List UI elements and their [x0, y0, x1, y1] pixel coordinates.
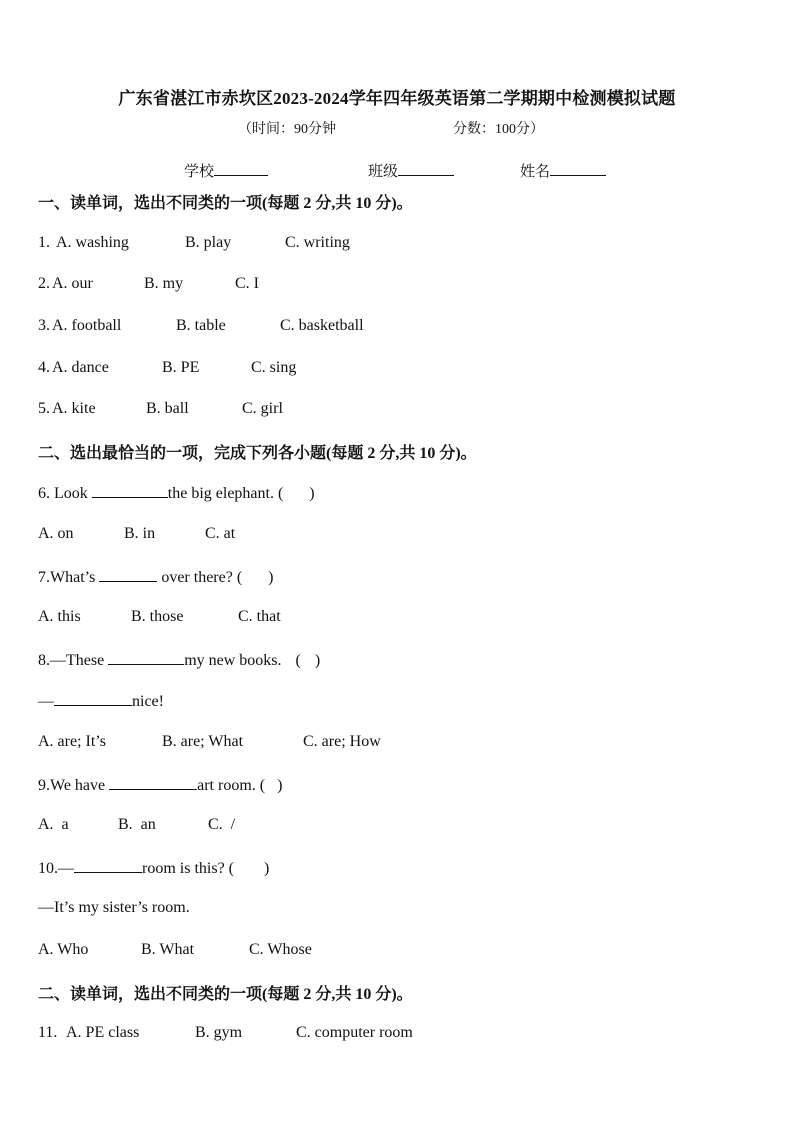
section-heading: 一、读单词，选出不同类的一项(每题 2 分,共 10 分)。 [38, 195, 413, 212]
answer-blank [54, 691, 132, 706]
stem-text: room is this? ( [142, 860, 234, 877]
option-b: B. gym [195, 1024, 243, 1041]
option-a: A. on [38, 525, 74, 542]
option-c: C. computer room [296, 1024, 413, 1041]
stem-text: my new books. [184, 652, 282, 669]
class-blank [398, 161, 454, 176]
school-field [184, 160, 268, 181]
section-heading: 二、读单词，选出不同类的一项(每题 2 分,共 10 分)。 [38, 986, 413, 1003]
answer-blank [109, 775, 197, 790]
question-stem-line2 [38, 691, 164, 711]
answer-paren: ) [268, 569, 274, 586]
stem-text: 9.We have [38, 777, 110, 794]
name-label: 姓名 [520, 164, 551, 180]
option-b: B. those [131, 608, 184, 625]
school-label: 学校 [184, 164, 215, 180]
option-a: A. dance [52, 359, 109, 376]
option-a: A. football [52, 317, 122, 334]
class-field [368, 160, 454, 181]
option-a: A. washing [56, 234, 129, 251]
question-number: 5. [38, 400, 50, 417]
question-number: 1. [38, 234, 54, 251]
option-b: B. my [144, 275, 184, 292]
question-stem [38, 567, 274, 587]
option-c: C. are; How [303, 733, 381, 750]
option-a: A. kite [52, 400, 96, 417]
name-blank [550, 161, 606, 176]
option-c: C. that [238, 608, 281, 625]
option-b: B. table [176, 317, 226, 334]
stem-text: nice! [132, 693, 164, 710]
option-a: A. PE class [66, 1024, 140, 1041]
question-stem [38, 650, 320, 670]
answer-blank [108, 650, 184, 665]
answer-paren: ) [314, 652, 321, 669]
option-c: C. writing [285, 234, 350, 251]
question-stem [38, 858, 269, 878]
stem-text: over there? ( [157, 569, 243, 586]
name-field [520, 160, 606, 181]
question-stem [38, 775, 282, 795]
question-stem [38, 483, 315, 503]
option-b: B. ball [146, 400, 189, 417]
question-stem-line2: —It’s my sister’s room. [38, 899, 190, 916]
option-a: A. are; It’s [38, 733, 106, 750]
question-number: 3. [38, 317, 50, 334]
option-b: B. in [124, 525, 156, 542]
answer-paren: ( [295, 652, 301, 669]
stem-text: 8.—These [38, 652, 109, 669]
question-number: 4. [38, 359, 50, 376]
answer-paren: ) [309, 485, 315, 502]
option-b: B. are; What [162, 733, 244, 750]
class-label: 班级 [368, 164, 399, 180]
option-b: B. play [185, 234, 232, 251]
answer-paren: ) [277, 777, 283, 794]
answer-paren: ) [264, 860, 270, 877]
option-a: A. this [38, 608, 81, 625]
answer-blank [99, 567, 157, 582]
option-a: A. a [38, 816, 69, 833]
option-c: C. girl [242, 400, 283, 417]
stem-text: 10.— [38, 860, 74, 877]
option-c: C. Whose [249, 941, 312, 958]
option-a: A. our [52, 275, 93, 292]
school-blank [214, 161, 268, 176]
option-b: B. an [118, 816, 156, 833]
stem-text: 6. Look [38, 485, 92, 502]
exam-score: 分数：100分） [453, 122, 544, 137]
answer-blank [92, 483, 168, 498]
stem-text: — [38, 693, 54, 710]
stem-text: 7.What’s [38, 569, 100, 586]
page-title: 广东省湛江市赤坎区2023-2024学年四年级英语第二学期期中检测模拟试题 [118, 89, 676, 108]
option-c: C. / [208, 816, 236, 833]
option-b: B. PE [162, 359, 200, 376]
stem-text: art room. ( [197, 777, 266, 794]
exam-time: （时间：90分钟 [238, 122, 336, 137]
question-number: 11. [38, 1024, 62, 1041]
option-c: C. I [235, 275, 259, 292]
option-b: B. What [141, 941, 195, 958]
option-a: A. Who [38, 941, 89, 958]
option-c: C. sing [251, 359, 297, 376]
stem-text: the big elephant. ( [167, 485, 284, 502]
option-c: C. basketball [280, 317, 364, 334]
answer-blank [74, 858, 142, 873]
option-c: C. at [205, 525, 236, 542]
question-number: 2. [38, 275, 50, 292]
section-heading: 二、选出最恰当的一项，完成下列各小题(每题 2 分,共 10 分)。 [38, 445, 477, 462]
